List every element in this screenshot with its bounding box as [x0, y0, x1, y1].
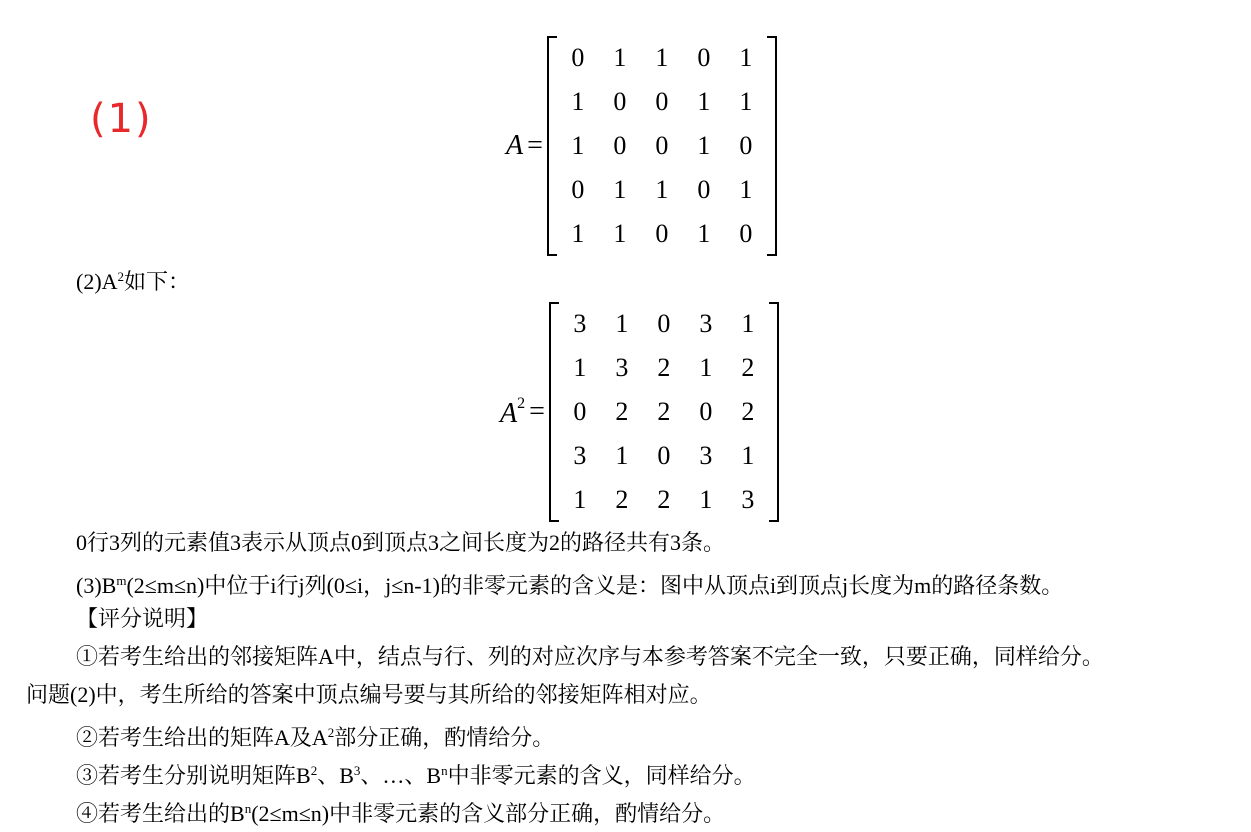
- part-2-intro: [76, 262, 190, 297]
- matrix-a2-equals: =: [529, 396, 545, 427]
- note-4-suffix: (2≤m≤n)中非零元素的含义部分正确，酌情给分。: [251, 801, 726, 826]
- matrix-cell: 1: [571, 219, 585, 248]
- matrix-cell: 1: [739, 87, 753, 116]
- part-2-intro-suffix: 如下：: [124, 269, 191, 294]
- matrix-a2-brackets: [549, 302, 779, 522]
- note-3-part-2: 、B: [317, 763, 354, 788]
- matrix-cell: 1: [613, 43, 627, 72]
- matrix-cell: 0: [739, 219, 753, 248]
- scoring-note-2: [76, 718, 554, 753]
- matrix-cell: 1: [615, 441, 629, 470]
- matrix-cell: 0: [657, 309, 671, 338]
- matrix-cell: 1: [697, 87, 711, 116]
- scoring-note-1-line-1: ①若考生给出的邻接矩阵A中，结点与行、列的对应次序与本参考答案不完全一致，只要正确，同样给分。: [76, 644, 1104, 669]
- matrix-cell: 1: [697, 131, 711, 160]
- note-3-sup-1: 2: [310, 763, 318, 778]
- part-2-explanation: 0行3列的元素值3表示从顶点0到顶点3之间长度为2的路径共有3条。: [76, 530, 726, 555]
- note-2-prefix: ②若考生给出的矩阵A及A: [76, 725, 328, 750]
- matrix-cell: 0: [571, 43, 585, 72]
- matrix-cell: 0: [739, 131, 753, 160]
- matrix-cell: 1: [613, 175, 627, 204]
- matrix-cell: 2: [657, 353, 671, 382]
- matrix-cell: 0: [657, 441, 671, 470]
- matrix-a2-equation: [500, 302, 779, 522]
- matrix-cell: 0: [699, 397, 713, 426]
- part-2-intro-prefix: (2)A: [76, 269, 118, 294]
- matrix-a2-name-sup: 2: [517, 394, 526, 412]
- matrix-cell: 1: [655, 175, 669, 204]
- note-3-part-1: ③若考生分别说明矩阵B: [76, 763, 311, 788]
- matrix-cell: 0: [697, 43, 711, 72]
- matrix-cell: 1: [573, 353, 587, 382]
- matrix-cell: 3: [615, 353, 629, 382]
- part-2-intro-sup: 2: [117, 269, 125, 284]
- matrix-cell: 3: [741, 485, 755, 514]
- matrix-cell: 1: [615, 309, 629, 338]
- matrix-cell: 0: [655, 131, 669, 160]
- matrix-cell: 0: [571, 175, 585, 204]
- matrix-cell: 0: [655, 87, 669, 116]
- scoring-note-4: [76, 794, 725, 829]
- note-4-prefix: ④若考生给出的B: [76, 801, 245, 826]
- matrix-cell: 1: [655, 43, 669, 72]
- part-1-label: (1): [90, 96, 153, 142]
- matrix-cell: 2: [741, 353, 755, 382]
- matrix-cell: 2: [615, 397, 629, 426]
- scoring-title: 【评分说明】: [76, 606, 209, 631]
- matrix-a-grid: [557, 36, 767, 256]
- scoring-note-1-line-2: 问题(2)中，考生所给的答案中顶点编号要与其所给的邻接矩阵相对应。: [26, 682, 712, 707]
- note-3-part-4: 中非零元素的含义，同样给分。: [447, 763, 756, 788]
- matrix-cell: 0: [613, 87, 627, 116]
- matrix-cell: 1: [697, 219, 711, 248]
- note-2-suffix: 部分正确，酌情给分。: [334, 725, 555, 750]
- matrix-cell: 1: [571, 131, 585, 160]
- matrix-a-brackets: [547, 36, 777, 256]
- matrix-cell: 2: [657, 485, 671, 514]
- matrix-cell: 0: [697, 175, 711, 204]
- matrix-cell: 3: [573, 309, 587, 338]
- note-2-sup: 2: [327, 725, 335, 740]
- matrix-cell: 1: [699, 353, 713, 382]
- note-4-sup: n: [244, 801, 252, 816]
- note-3-part-3: 、…、B: [360, 763, 442, 788]
- matrix-cell: 0: [573, 397, 587, 426]
- note-3-sup-3: n: [441, 763, 448, 778]
- matrix-cell: 3: [573, 441, 587, 470]
- matrix-cell: 1: [741, 441, 755, 470]
- part-3-answer: [76, 566, 1063, 601]
- matrix-a-name: A: [506, 130, 524, 161]
- matrix-cell: 1: [739, 175, 753, 204]
- matrix-a2-name: [500, 395, 525, 430]
- matrix-cell: 3: [699, 309, 713, 338]
- part-3-sup: m: [116, 573, 127, 588]
- matrix-a-equation: [506, 36, 777, 256]
- matrix-cell: 0: [655, 219, 669, 248]
- matrix-cell: 2: [657, 397, 671, 426]
- matrix-cell: 1: [571, 87, 585, 116]
- matrix-a2-grid: [559, 302, 769, 522]
- matrix-cell: 1: [741, 309, 755, 338]
- matrix-cell: 1: [573, 485, 587, 514]
- matrix-cell: 2: [741, 397, 755, 426]
- matrix-a-equals: =: [527, 130, 543, 161]
- matrix-cell: 1: [613, 219, 627, 248]
- matrix-a2-name-letter: A: [500, 397, 518, 429]
- matrix-cell: 3: [699, 441, 713, 470]
- matrix-cell: 1: [699, 485, 713, 514]
- part-3-prefix: (3)B: [76, 573, 117, 598]
- matrix-cell: 1: [739, 43, 753, 72]
- part-3-suffix: (2≤m≤n)中位于i行j列(0≤i，j≤n-1)的非零元素的含义是：图中从顶点i到顶点j长度为m的路径条数。: [126, 573, 1064, 598]
- matrix-cell: 2: [615, 485, 629, 514]
- scoring-note-3: [76, 756, 756, 791]
- matrix-cell: 0: [613, 131, 627, 160]
- note-3-sup-2: 3: [353, 763, 361, 778]
